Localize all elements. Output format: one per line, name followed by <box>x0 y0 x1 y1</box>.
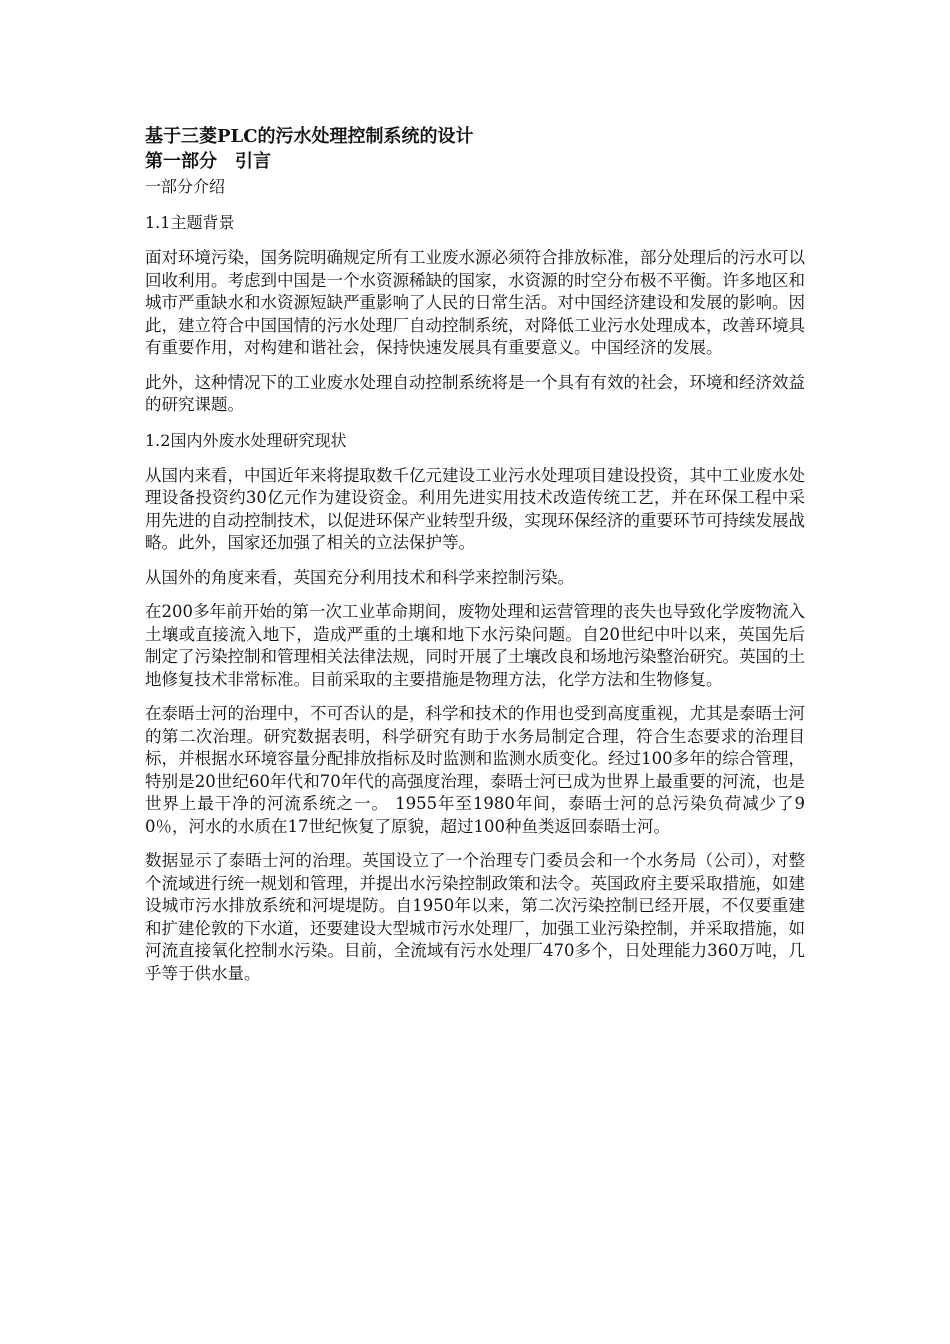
intro-label: 一部分介绍 <box>145 177 226 196</box>
paragraph: 数据显示了泰晤士河的治理。英国设立了一个治理专门委员会和一个水务局（公司），对整个流域进行统一规划和管理，并提出水污染控制政策和法令。英国政府主要采取措施，如建设城市污水排放系统和河堤堤防。自1950年以来，第二次污染控制已经开展，不仅要重建和扩建伦敦的下水道，还要建设大型城市污水处理厂，加强工业污染控制，并采取措施，如河流直接氧化控制水污染。目前，全流域有污水处理厂470多个，日处理能力360万吨，几乎等于供水量。 <box>145 851 805 983</box>
document-title: 基于三菱PLC的污水处理控制系统的设计 <box>145 126 474 147</box>
paragraph: 面对环境污染，国务院明确规定所有工业废水源必须符合排放标准，部分处理后的污水可以回收利用。考虑到中国是一个水资源稀缺的国家，水资源的时空分布极不平衡。许多地区和城市严重缺水和水资源短缺严重影响了人民的日常生活。对中国经济建设和发展的影响。因此，建立符合中国国情的污水处理厂自动控制系统，对降低工业污水处理成本，改善环境具有重要作用，对构建和谐社会，保持快速发展具有重要意义。中国经济的发展。 <box>145 248 805 357</box>
paragraph: 从国内来看，中国近年来将提取数千亿元建设工业污水处理项目建设投资，其中工业废水处理设备投资约30亿元作为建设资金。利用先进实用技术改造传统工艺，并在环保工程中采用先进的自动控制技术，以促进环保产业转型升级，实现环保经济的重要环节可持续发展战略。此外，国家还加强了相关的立法保护等。 <box>145 465 805 552</box>
paragraph: 在泰晤士河的治理中，不可否认的是，科学和技术的作用也受到高度重视，尤其是泰晤士河的第二次治理。研究数据表明，科学研究有助于水务局制定合理，符合生态要求的治理目标，并根据水环境容量分配排放指标及时监测和监测水质变化。经过100多年的综合管理，特别是20世纪60年代和70年代的高强度治理，泰晤士河已成为世界上最重要的河流，也是世界上最干净的河流系统之一。 1955年至1980年间，泰晤士河的总污染负荷减少了90％，河水的水质在17世纪恢复了原貌，超过100种鱼类返回泰晤士河。 <box>145 704 805 836</box>
part-title: 第一部分 引言 <box>145 151 271 172</box>
paragraph: 在200多年前开始的第一次工业革命期间，废物处理和运营管理的丧失也导致化学废物流入土壤或直接流入地下，造成严重的土壤和地下水污染问题。自20世纪中叶以来，英国先后制定了污染控制和管理相关法律法规，同时开展了土壤改良和场地污染整治研究。英国的土地修复技术非常标准。目前采取的主要措施是物理方法，化学方法和生物修复。 <box>145 602 805 689</box>
document-page <box>145 124 805 997</box>
paragraph: 从国外的角度来看，英国充分利用技术和科学来控制污染。 <box>145 567 574 587</box>
paragraph: 此外，这种情况下的工业废水处理自动控制系统将是一个具有有效的社会，环境和经济效益的研究课题。 <box>145 372 805 414</box>
section-heading: 1.1主题背景 <box>145 213 235 232</box>
section-heading: 1.2国内外废水处理研究现状 <box>145 430 347 450</box>
